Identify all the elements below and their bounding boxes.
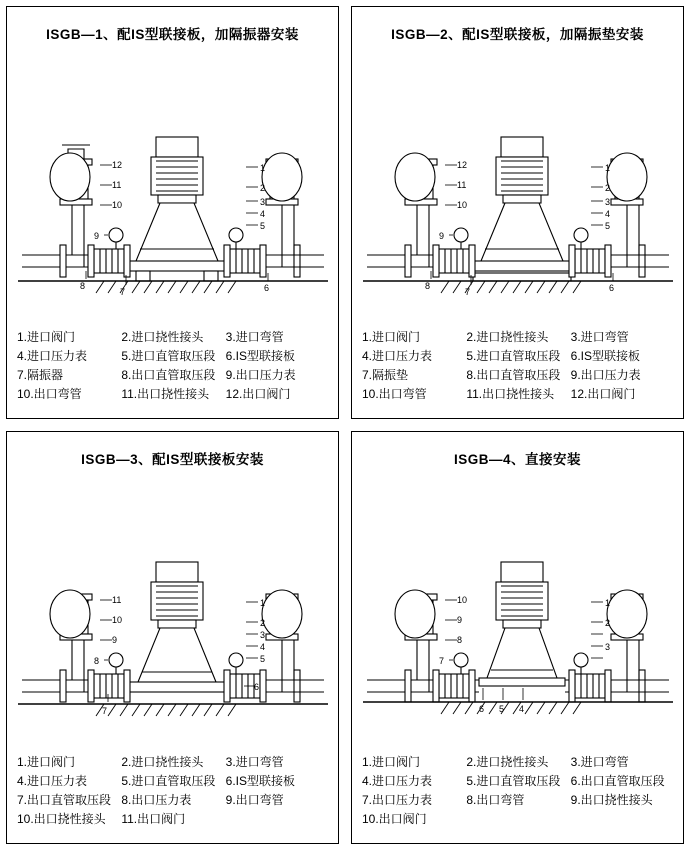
panel-isgb-4 <box>351 431 684 844</box>
legend-item: 11.出口挠性接头 <box>466 387 555 401</box>
callout-number: 4 <box>518 704 524 714</box>
legend-item: 8.出口直管取压段 <box>466 368 561 382</box>
legend-item: 2.进口挠性接头 <box>121 755 204 769</box>
legend-item: 3.进口弯管 <box>570 330 629 344</box>
callout-number: 8 <box>456 635 462 645</box>
legend-item: 10.出口阀门 <box>362 812 427 826</box>
panel-title: ISGB—1、配IS型联接板，加隔振器安装 <box>46 27 299 42</box>
panel-legend <box>362 753 675 829</box>
legend-item: 2.进口挠性接头 <box>466 330 549 344</box>
legend-item: 5.进口直管取压段 <box>121 349 216 363</box>
legend-item: 6.IS型联接板 <box>225 774 296 788</box>
legend-item: 7.隔振器 <box>17 368 64 382</box>
legend-item: 4.进口压力表 <box>17 774 88 788</box>
pump-installation-diagram <box>7 474 338 716</box>
callout-number: 6 <box>608 283 614 293</box>
panel-isgb-3 <box>6 431 339 844</box>
legend-item: 9.出口压力表 <box>225 368 296 382</box>
callout-number: 10 <box>456 595 467 605</box>
legend-item: 2.进口挠性接头 <box>466 755 549 769</box>
legend-item: 10.出口挠性接头 <box>17 812 106 826</box>
legend-item: 6.IS型联接板 <box>570 349 641 363</box>
panel-isgb-2 <box>351 6 684 419</box>
callout-number: 11 <box>111 595 121 605</box>
legend-item: 3.进口弯管 <box>225 755 284 769</box>
callout-number: 9 <box>456 615 462 625</box>
callout-number: 12 <box>456 160 467 170</box>
legend-item: 5.进口直管取压段 <box>466 774 561 788</box>
legend-item: 1.进口阀门 <box>362 330 421 344</box>
callout-number: 3 <box>259 197 265 207</box>
callout-number: 5 <box>259 654 265 664</box>
callout-number: 4 <box>259 209 265 219</box>
callout-number: 9 <box>438 231 444 241</box>
callout-number: 3 <box>604 642 610 652</box>
legend-item: 6.出口直管取压段 <box>570 774 665 788</box>
callout-number: 5 <box>498 704 504 714</box>
callout-number: 1 <box>604 163 610 173</box>
callout-number: 2 <box>259 183 265 193</box>
callout-number: 2 <box>604 618 610 628</box>
legend-item: 7.出口压力表 <box>362 793 433 807</box>
callout-number: 6 <box>253 682 259 692</box>
callout-number: 10 <box>111 615 122 625</box>
legend-item: 8.出口压力表 <box>121 793 192 807</box>
callout-number: 11 <box>111 180 121 190</box>
panel-legend <box>17 753 330 829</box>
legend-item: 4.进口压力表 <box>362 774 433 788</box>
callout-number: 9 <box>93 231 99 241</box>
callout-number: 6 <box>263 283 269 293</box>
legend-item: 2.进口挠性接头 <box>121 330 204 344</box>
callout-number: 3 <box>604 197 610 207</box>
callout-number: 8 <box>79 281 85 291</box>
callout-number: 8 <box>424 281 430 291</box>
callout-number: 10 <box>456 200 467 210</box>
legend-item: 1.进口阀门 <box>17 330 76 344</box>
callout-number: 4 <box>259 642 265 652</box>
legend-item: 9.出口弯管 <box>225 793 284 807</box>
callout-number: 7 <box>464 287 470 297</box>
legend-item: 10.出口弯管 <box>17 387 82 401</box>
panel-legend <box>17 328 330 404</box>
callout-number: 3 <box>259 630 265 640</box>
legend-item: 10.出口弯管 <box>362 387 427 401</box>
callout-number: 7 <box>101 706 107 716</box>
legend-item: 11.出口挠性接头 <box>121 387 210 401</box>
legend-item: 12.出口阀门 <box>225 387 291 401</box>
callout-number: 2 <box>259 618 265 628</box>
callout-number: 7 <box>438 656 444 666</box>
callout-number: 4 <box>604 209 610 219</box>
callout-number: 1 <box>259 598 265 608</box>
panel-isgb-1 <box>6 6 339 419</box>
callout-number: 5 <box>604 221 610 231</box>
legend-item: 7.出口直管取压段 <box>17 793 112 807</box>
panel-legend <box>362 328 675 404</box>
legend-item: 3.进口弯管 <box>225 330 284 344</box>
callout-number: 12 <box>111 160 122 170</box>
callout-number: 8 <box>93 656 99 666</box>
callout-number: 10 <box>111 200 122 210</box>
callout-number: 9 <box>111 635 117 645</box>
pump-installation-diagram <box>352 474 683 714</box>
callout-number: 7 <box>119 287 125 297</box>
panel-title: ISGB—2、配IS型联接板，加隔振垫安装 <box>391 27 644 42</box>
legend-item: 1.进口阀门 <box>362 755 421 769</box>
legend-item: 6.IS型联接板 <box>225 349 296 363</box>
callout-number: 1 <box>259 163 265 173</box>
legend-item: 9.出口压力表 <box>570 368 641 382</box>
legend-item: 4.进口压力表 <box>17 349 88 363</box>
panel-title: ISGB—3、配IS型联接板安装 <box>81 452 264 467</box>
pump-installation-diagram <box>352 49 683 297</box>
callout-number: 1 <box>604 598 610 608</box>
pump-installation-diagram <box>7 49 338 297</box>
panel-title: ISGB—4、直接安装 <box>453 452 581 467</box>
legend-item: 11.出口阀门 <box>121 812 186 826</box>
legend-item: 12.出口阀门 <box>570 387 636 401</box>
legend-item: 5.进口直管取压段 <box>466 349 561 363</box>
legend-item: 8.出口弯管 <box>466 793 525 807</box>
legend-item: 7.隔振垫 <box>362 368 409 382</box>
callout-number: 5 <box>259 221 265 231</box>
legend-item: 1.进口阀门 <box>17 755 76 769</box>
legend-item: 9.出口挠性接头 <box>570 793 653 807</box>
legend-item: 4.进口压力表 <box>362 349 433 363</box>
callout-number: 2 <box>604 183 610 193</box>
legend-item: 5.进口直管取压段 <box>121 774 216 788</box>
legend-item: 3.进口弯管 <box>570 755 629 769</box>
legend-item: 8.出口直管取压段 <box>121 368 216 382</box>
callout-number: 6 <box>478 704 484 714</box>
callout-number: 11 <box>456 180 466 190</box>
